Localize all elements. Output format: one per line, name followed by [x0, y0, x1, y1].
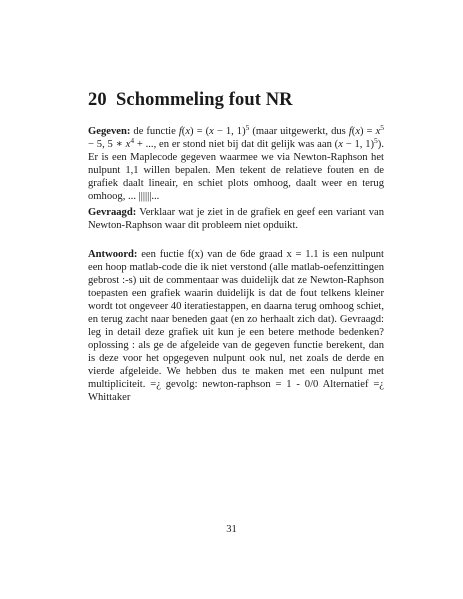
gegeven-text: (maar uitgewerkt, dus [249, 126, 349, 137]
gegeven-text: de functie [130, 126, 179, 137]
gevraagd-label: Gevraagd: [88, 207, 137, 218]
math-x: x [209, 126, 214, 137]
section-title: Schommeling fout NR [116, 90, 293, 110]
math-x: x [125, 139, 131, 150]
gegeven-text: ( [181, 126, 186, 137]
section-number: 20 [88, 90, 107, 110]
gegeven-text: ) = ( [190, 126, 210, 137]
antwoord-text: een fuctie f(x) van de 6de graad x = 1.1 is een nulpunt een hoop matlab-code die ik niet verstond (alle matlab-oefenzittingen gebrost :-s) uit de commentaar was duidelijk dat ze Newton-Raphson toepasten een grafiek waarin duidelijk is dat de fout telkens kleiner wordt tot ongeveer 40 iteratiestappen, en daarna terug omhoog schiet, en terug zacht naar beneden gaat (en zo herhaalt zich dat). Gevraagd: leg in detail deze grafiek uit kun je een betere methode bedenken? oplossing : als ge de afgeleide van de gegeven functie berekent, dan is deze voor het opgegeven nulpunt ook nul, net zoals de derde en vierde afgeleide. We hebben dus te maken met een nulpunt met multipliciteit. =¿ gevolg: newton-raphson = 1 - 0/0 Alternatief =¿ Whittaker [88, 249, 384, 403]
math-x: x [375, 126, 381, 137]
antwoord-label: Antwoord: [88, 249, 138, 260]
math-f: f [348, 126, 352, 137]
gevraagd-text: Verklaar wat je ziet in de grafiek en geef een variant van Newton-Raphson waar dit probleem niet opduikt. [88, 207, 384, 231]
gegeven-text: ) = [360, 126, 376, 137]
gegeven-paragraph [88, 125, 384, 203]
math-x: x [185, 126, 191, 137]
math-exponent: 4 [130, 136, 135, 145]
gegeven-text: + ..., en er stond niet bij dat dit gelijk was aan ( [134, 139, 339, 150]
math-x: x [355, 126, 361, 137]
math-x: x [338, 139, 343, 150]
gegeven-text: − 5, 5 ∗ [88, 139, 126, 150]
gevraagd-paragraph [88, 206, 384, 232]
gegeven-text: ). Er is een Maplecode gegeven waarmee we via Newton-Raphson het nulpunt 1,1 willen bepalen. Men tekent de relatieve fouten en de grafiek daalt lineair, en schiet plots omhoog, daalt weer en terug omhoog, ... ||||||... [88, 139, 384, 202]
math-exponent: 5 [380, 123, 385, 132]
section-heading [88, 89, 293, 111]
gegeven-text: ( [351, 126, 356, 137]
gegeven-text: − 1, 1) [342, 139, 375, 150]
gegeven-label: Gegeven: [88, 126, 131, 137]
math-exponent: 5 [374, 136, 378, 145]
math-f: f [178, 126, 182, 137]
antwoord-paragraph [88, 248, 384, 404]
math-exponent: 5 [245, 123, 250, 132]
gegeven-text: − 1, 1) [213, 126, 246, 137]
page-number: 31 [226, 524, 237, 535]
